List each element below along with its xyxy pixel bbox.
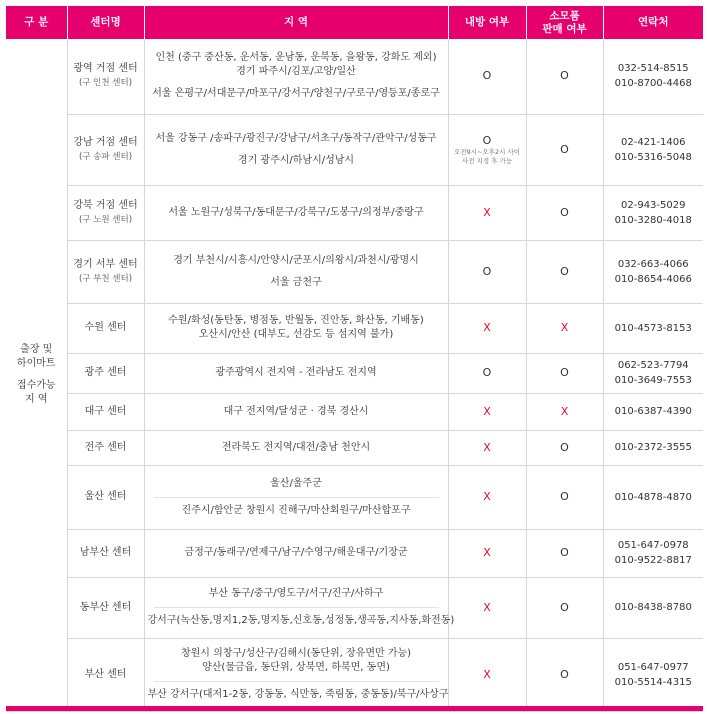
header-delivery: 내방 여부 [448,6,526,39]
table-row [6,638,703,711]
table-row [6,303,703,353]
center-name: 남부산 센터 [79,547,132,558]
region-cell [144,39,448,114]
center-name: 동부산 센터 [79,601,132,613]
region-line: 대구 전지역/달성군 · 경북 경산시 [223,405,369,417]
contact-cell [603,240,703,303]
contact-cell [603,185,703,240]
region-line: 강서구(녹산동,명지1,2동,명지동,신호동,성정동,생곡동,지사동,화전동) [147,615,455,626]
region-line: 양산(물금읍, 동단위, 상북면, 하북면, 동면) [202,662,390,673]
consumables-cell [526,353,603,393]
center-name-cell [67,577,144,638]
region-gap [148,79,445,87]
phone-number: 02-421-1406 [621,136,686,148]
bottom-accent-bar [6,706,703,711]
gubun-line: 하이마트 [16,357,56,369]
header-consumables-line1: 소모품 [549,9,580,22]
table-row [6,185,703,240]
phone-number: 010-4573-8153 [614,322,692,334]
center-subname: (구 부천 센터) [78,273,133,284]
center-name-cell [67,185,144,240]
delivery-cell [448,529,526,577]
header-gubun: 구 분 [6,6,67,39]
phone-number: 010-8654-4066 [614,273,692,285]
region-cell [144,185,448,240]
region-cell [144,529,448,577]
center-name: 광주 센터 [84,367,127,378]
header-center: 센터명 [67,6,144,39]
center-name: 수원 센터 [84,322,127,333]
delivery-cell [448,39,526,114]
center-name: 부산 센터 [84,668,127,680]
center-name: 경기 서부 센터 [73,258,138,270]
delivery-note: 사전 지정 후 가능 [461,156,513,165]
contact-cell [603,430,703,465]
consumables-cell [526,393,603,430]
consumables-cell [526,529,603,577]
center-name-cell [67,638,144,711]
center-name: 전주 센터 [84,441,127,453]
delivery-cell [448,240,526,303]
contact-cell [603,638,703,711]
consumables-o-mark: O [560,667,569,681]
phone-number: 062-523-7794 [617,360,689,371]
table-row [6,393,703,430]
center-name-cell [67,465,144,529]
consumables-o-mark: O [560,264,569,278]
table-row [6,430,703,465]
consumables-cell [526,577,603,638]
phone-number: 010-5316-5048 [614,151,692,163]
center-name: 광역 거점 센터 [73,63,138,75]
contact-cell [603,465,703,529]
delivery-o-mark: O [482,69,492,83]
contact-cell [603,353,703,393]
consumables-o-mark: O [560,490,569,503]
center-subname: (구 송파 센터) [78,151,133,162]
region-divider [154,681,439,682]
region-line: 수원/화성(동탄동, 병점동, 반월동, 진안동, 화산동, 기배동) [168,315,424,326]
region-cell [144,303,448,353]
consumables-cell [526,185,603,240]
delivery-cell [448,577,526,638]
delivery-cell [448,465,526,529]
phone-number: 010-3280-4018 [614,214,692,226]
header-consumables [526,6,603,39]
consumables-o-mark: O [560,69,569,83]
consumables-o-mark: O [560,600,569,614]
center-name: 울산 센터 [84,491,127,502]
service-center-table [6,6,703,712]
phone-number: 032-663-4066 [617,258,689,270]
region-line: 서울 은평구/서대문구/마포구/강서구/양천구/구로구/영등포/종로구 [152,88,440,100]
center-name-cell [67,529,144,577]
consumables-cell [526,39,603,114]
table-row [6,240,703,303]
region-line: 서울 강동구 /송파구/광진구/강남구/서초구/동작구/관악구/성동구 [155,132,437,144]
consumables-x-mark: X [560,404,569,418]
delivery-x-mark: X [483,404,491,418]
delivery-cell [448,185,526,240]
delivery-note: 오전9시~오후2시 사이 [453,147,520,156]
phone-number: 010-2372-3555 [614,442,692,453]
delivery-cell [448,353,526,393]
region-cell [144,393,448,430]
region-line: 진주시/함안군 창원시 진해구/마산회원구/마산합포구 [181,504,411,516]
consumables-o-mark: O [560,546,569,559]
header-region: 지 역 [144,6,448,39]
region-divider [154,607,439,608]
gubun-line: 접수가능 [16,379,56,391]
phone-number: 051-647-0978 [617,540,689,551]
delivery-x-mark: X [483,600,491,614]
delivery-o-mark: O [482,366,492,379]
region-cell [144,638,448,711]
region-cell [144,430,448,465]
center-name-cell [67,240,144,303]
delivery-cell [448,430,526,465]
region-line: 창원시 의창구/성산구/김해시(동단위, 장유면만 가능) [180,648,412,659]
delivery-o-mark: O [482,264,492,278]
region-line: 금정구/동래구/연제구/남구/수영구/해운대구/기장군 [184,547,408,558]
consumables-cell [526,240,603,303]
phone-number: 010-4878-4870 [614,491,692,503]
delivery-x-mark: X [483,490,491,503]
phone-number: 02-943-5029 [621,199,686,211]
center-name-cell [67,39,144,114]
center-subname: (구 노원 센터) [78,214,133,225]
contact-cell [603,393,703,430]
phone-number: 032-514-8515 [617,63,689,75]
gubun-cell [6,39,67,711]
phone-number: 010-9522-8817 [614,555,692,566]
center-subname: (구 인천 센터) [78,78,133,89]
region-line: 오산시/안산 (대부도, 선감도 등 섬지역 불가) [198,329,394,340]
delivery-cell [448,638,526,711]
consumables-cell [526,638,603,711]
consumables-cell [526,465,603,529]
center-name-cell [67,393,144,430]
table-row [6,39,703,114]
delivery-x-mark: X [483,321,491,334]
phone-number: 010-8700-4468 [614,78,692,90]
contact-cell [603,39,703,114]
consumables-o-mark: O [560,366,569,379]
delivery-x-mark: X [483,440,491,454]
region-divider [154,497,439,498]
table-body [6,39,703,711]
consumables-cell [526,114,603,185]
phone-number: 010-8438-8780 [614,602,692,613]
region-line: 부산 동구/중구/영도구/서구/진구/사하구 [208,588,384,599]
gubun-line: 지 역 [25,393,48,405]
center-name: 대구 센터 [84,405,127,417]
table-row [6,353,703,393]
region-line: 서울 노원구/성북구/동대문구/강북구/도봉구/의정부/중랑구 [168,206,424,218]
region-line: 서울 금천구 [270,276,322,288]
gubun-line [9,371,64,379]
region-cell [144,577,455,638]
region-cell [144,240,448,303]
contact-cell [603,529,703,577]
consumables-cell [526,303,603,353]
table-row [6,529,703,577]
center-name-cell [67,303,144,353]
region-cell [144,353,448,393]
table-row [6,577,703,638]
delivery-cell [448,303,526,353]
region-gap [148,146,445,154]
region-cell [144,114,448,185]
consumables-o-mark: O [560,440,569,454]
contact-cell [603,577,703,638]
delivery-x-mark: X [483,205,491,219]
region-line: 경기 광주시/하남시/성남시 [237,154,355,166]
region-line: 울산/울주군 [270,477,322,489]
table-row [6,114,703,185]
phone-number: 010-5514-4315 [614,676,692,688]
region-line: 경기 부천시/시흥시/안양시/군포시/의왕시/과천시/광명시 [173,254,419,266]
contact-cell [603,303,703,353]
phone-number: 010-6387-4390 [614,406,692,417]
center-name-cell [67,114,144,185]
region-line: 인천 (중구 중산동, 운서동, 운남동, 운북동, 을왕동, 강화도 제외) [155,52,437,64]
header-row [6,6,703,39]
gubun-line: 출장 및 [20,343,53,355]
delivery-x-mark: X [483,546,491,559]
consumables-cell [526,430,603,465]
center-name-cell [67,430,144,465]
region-line: 전라북도 전지역/대전/충남 천안시 [221,441,371,453]
region-cell [144,465,448,529]
center-name-cell [67,353,144,393]
phone-number: 051-647-0977 [617,661,689,673]
region-line: 부산 강서구(대저1-2동, 강동동, 식만동, 죽림동, 중동동)/북구/사상구 [147,689,449,700]
consumables-o-mark: O [560,142,569,156]
consumables-x-mark: X [560,321,569,334]
region-gap [148,268,445,276]
center-name: 강남 거점 센터 [73,136,138,148]
consumables-o-mark: O [560,205,569,219]
region-line: 광주광역시 전지역 - 전라남도 전지역 [215,367,377,378]
header-consumables-line2: 판매 여부 [542,22,587,35]
delivery-cell [448,393,526,430]
contact-cell [603,114,703,185]
delivery-x-mark: X [483,667,491,681]
center-name: 강북 거점 센터 [73,199,138,211]
header-contact: 연락처 [603,6,703,39]
delivery-cell [448,114,526,185]
delivery-o-mark: O [482,133,492,147]
region-line: 경기 파주시/김포/고양/일산 [236,66,356,78]
table-row [6,465,703,529]
phone-number: 010-3649-7553 [614,375,692,386]
